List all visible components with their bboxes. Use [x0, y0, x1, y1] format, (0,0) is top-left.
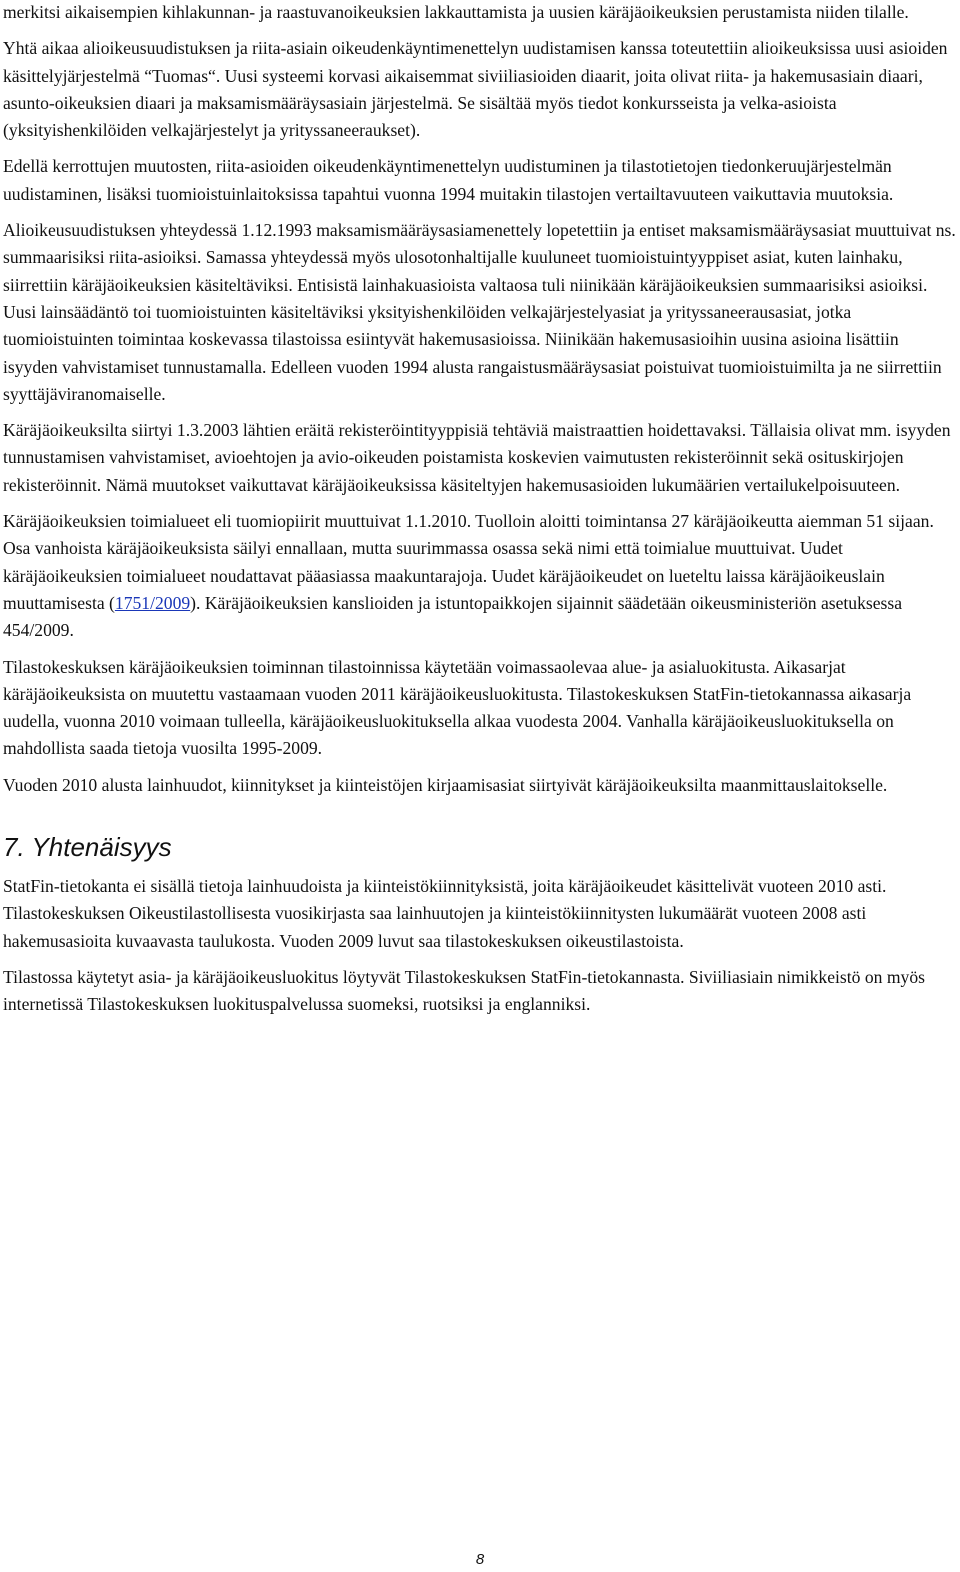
law-text-before: Käräjäoikeuksien toimialueet eli tuomiopiirit muuttuivat 1.1.2010. Tuolloin aloitti toimintansa 27 käräjäoikeutta aiemman 51 sijaan. Osa vanhoista käräjäoikeuksista säilyi ennallaan, mutta suurimmassa osassa sekä nimi että toimialue muuttuivat. Uudet käräjäoikeuksien toimialueet noudattavat pääasiassa maakuntarajoja. Uudet käräjäoikeudet on lueteltu laissa käräjäoikeuslain muuttamisesta (	[3, 511, 934, 613]
paragraph-statfin-content: StatFin-tietokanta ei sisällä tietoja lainhuudoista ja kiinteistökiinnityksistä, joita käräjäoikeudet käsittelivät vuoteen 2010 asti. Tilastokeskuksen Oikeustilastollisesta vuosikirjasta saa lainhuutojen ja kiinteistökiinnitysten lukumäärät vuoteen 2008 asti hakemusasioita kuvaavasta taulukosta. Vuoden 2009 luvut saa tilastokeskuksen oikeustilastoista.	[3, 876, 887, 951]
page-number: 8	[475, 1551, 485, 1568]
paragraph-court-districts	[3, 508, 957, 644]
law-link-1751-2009[interactable]: 1751/2009	[114, 592, 191, 613]
paragraph-registration-transfer: Käräjäoikeuksilta siirtyi 1.3.2003 lähtien eräitä rekisteröintityyppisiä tehtäviä maistraattien hoidettavaksi. Tällaisia olivat mm. isyyden tunnustamisen vahvistamiset, avioehtojen ja avio-oikeuden poistamista koskevien vaimutusten rekisteröinnit sekä osituskirjojen rekisteröinnit. Nämä muutokset vaikuttavat käräjäoikeuksissa käsiteltyjen hakemusasioiden lukumäärien vertailukelpoisuuteen.	[3, 420, 951, 495]
paragraph-comparability-changes: Edellä kerrottujen muutosten, riita-asioiden oikeudenkäyntimenettelyn uudistuminen ja tilastotietojen tiedonkeruujärjestelmän uudistaminen, lisäksi tuomioistuinlaitoksissa tapahtui vuonna 1994 muitakin tilastojen vertailtavuuteen vaikuttavia muutoksia.	[3, 156, 894, 204]
paragraph-payment-order-reform: Alioikeusuudistuksen yhteydessä 1.12.1993 maksamismääräysasiamenettely lopetettiin ja entiset maksamismääräysasiat muuttuivat ns. summaarisiksi riita-asioiksi. Samassa yhteydessä myös ulosotonhaltijalle kuuluneet tuomioistuintyyppiset asiat, kuten lainhaku, siirrettiin käräjäoikeuksien käsiteltäviksi. Entisistä lainhakuasioista valtaosa tuli niinikään käräjäoikeuksien summaarisiksi asioiksi. Uusi lainsäädäntö toi tuomioistuinten käsiteltäviksi yksityishenkilöiden velkajärjestelyasiat ja yrityssaneerausasiat, jotka tuomioistuinten toimintaa koskevassa tilastoissa esiintyvät hakemusasioissa. Niinikään hakemusasioihin uusina asioina lisättiin isyyden vahvistamiset tunnustamalla. Edelleen vuoden 1994 alusta rangaistusmääräysasiat poistuivat tuomioistuimilta ja ne siirrettiin syyttäjäviranomaiselle.	[3, 220, 956, 404]
section-heading-consistency: 7. Yhtenäisyys	[3, 832, 172, 863]
document-page	[3, 0, 957, 1028]
paragraph-tuomas-system: Yhtä aikaa alioikeusuudistuksen ja riita-asiain oikeudenkäyntimenettelyn uudistamisen kanssa toteutettiin alioikeuksissa uusi asioiden käsittelyjärjestelmä “Tuomas“. Uusi systeemi korvasi aikaisemmat siviiliasioiden diaarit, joita olivat riita- ja hakemusasiain diaari, asunto-oikeuksien diaari ja maksamismääräysasiain järjestelmä. Se sisältää myös tiedot konkursseista ja velka-asioista (yksityishenkilöiden velkajärjestelyt ja yrityssaneeraukset).	[3, 38, 948, 141]
paragraph-classification-availability: Tilastossa käytetyt asia- ja käräjäoikeusluokitus löytyvät Tilastokeskuksen StatFin-tietokannasta. Siviiliasiain nimikkeistö on myös internetissä Tilastokeskuksen luokituspalvelussa suomeksi, ruotsiksi ja englanniksi.	[3, 966, 925, 1015]
law-text-after: ). Käräjäoikeuksien kanslioiden ja istuntopaikkojen sijainnit säädetään oikeusministeriön asetuksessa 454/2009.	[3, 592, 903, 641]
paragraph-reform-continuation: merkitsi aikaisempien kihlakunnan- ja raastuvanoikeuksien lakkauttamista ja uusien käräjäoikeuksien perustamista niiden tilalle.	[3, 2, 909, 22]
paragraph-classification: Tilastokeskuksen käräjäoikeuksien toiminnan tilastoinnissa käytetään voimassaolevaa alue- ja asialuokitusta. Aikasarjat käräjäoikeuksista on muutettu vastaamaan vuoden 2011 käräjäoikeusluokitusta. Tilastokeskuksen StatFin-tietokannassa aikasarja uudella, vuonna 2010 voimaan tulleella, käräjäoikeusluokituksella alkaa vuodesta 2004. Vanhalla käräjäoikeusluokituksella on mahdollista saada tietoja vuosilta 1995-2009.	[3, 656, 912, 759]
paragraph-land-registry-transfer: Vuoden 2010 alusta lainhuudot, kiinnitykset ja kiinteistöjen kirjaamisasiat siirtyivät käräjäoikeuksilta maanmittauslaitokselle.	[3, 774, 888, 795]
